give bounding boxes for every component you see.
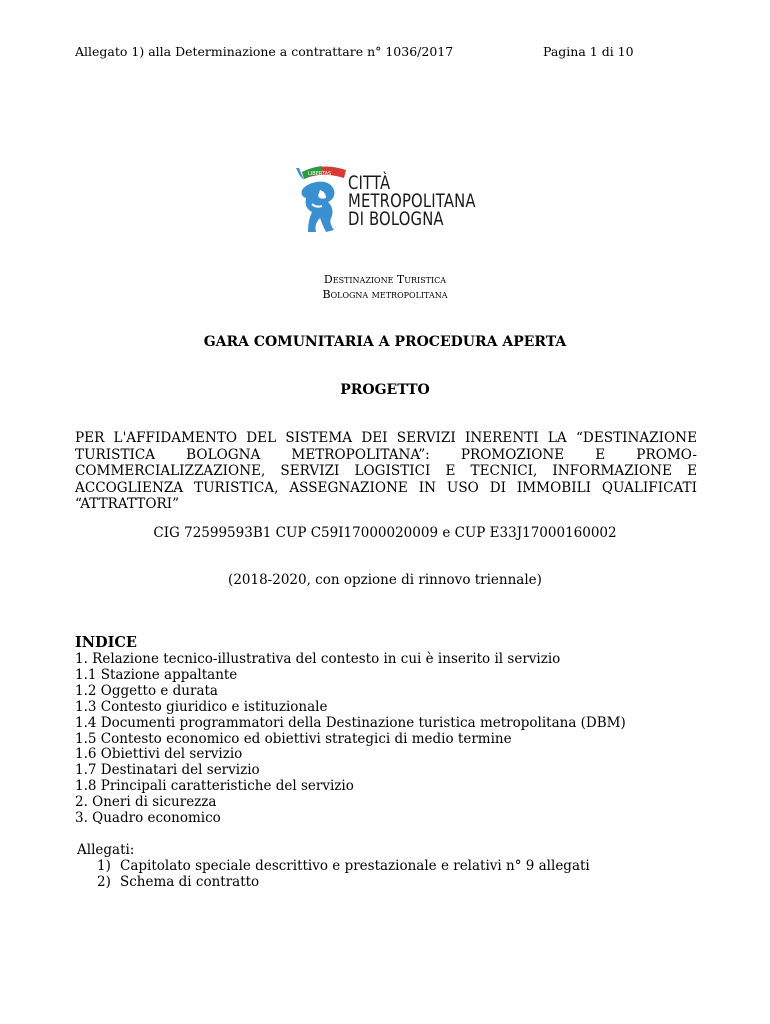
attachments-list bbox=[97, 858, 590, 890]
index-item: 1.1 Stazione appaltante bbox=[75, 666, 238, 683]
attachment-number: 2) bbox=[97, 874, 111, 890]
index-item: 2. Oneri di sicurezza bbox=[75, 794, 217, 811]
logo-line-3: DI BOLOGNA bbox=[348, 208, 444, 230]
subject-line: COMMERCIALIZZAZIONE, SERVIZI LOGISTICI E TECNICI, INFORMAZIONE E bbox=[75, 463, 697, 479]
subject-paragraph bbox=[75, 430, 697, 513]
subject-line: “ATTRATTORI” bbox=[75, 496, 180, 512]
attachment-item bbox=[97, 858, 590, 874]
attachment-item bbox=[97, 874, 590, 890]
citta-metropolitana-logo bbox=[290, 160, 480, 240]
attachment-text: Capitolato speciale descrittivo e prestazionale e relativi n° 9 allegati bbox=[120, 858, 590, 874]
cig-cup-codes: CIG 72599593B1 CUP C59I17000020009 e CUP E33J17000160002 bbox=[153, 525, 617, 541]
gara-title: GARA COMUNITARIA A PROCEDURA APERTA bbox=[203, 334, 567, 350]
index-item: 3. Quadro economico bbox=[75, 810, 221, 827]
subject-line: PER L'AFFIDAMENTO DEL SISTEMA DEI SERVIZI INERENTI LA “DESTINAZIONE bbox=[75, 430, 697, 446]
index-item: 1.8 Principali caratteristiche del servizio bbox=[75, 778, 354, 795]
logo-wordmark bbox=[348, 174, 476, 228]
subject-line: TURISTICA BOLOGNA METROPOLITANA”: PROMOZIONE E PROMO- bbox=[75, 446, 697, 463]
header-reference: Allegato 1) alla Determinazione a contrattare n° 1036/2017 bbox=[75, 44, 454, 59]
attachments-title: Allegati: bbox=[77, 842, 135, 858]
index-item: 1.6 Obiettivi del servizio bbox=[75, 746, 243, 763]
attachment-number: 1) bbox=[97, 858, 111, 874]
index-item: 1. Relazione tecnico-illustrativa del contesto in cui è inserito il servizio bbox=[75, 651, 561, 667]
logo-band-text: LIBERTAS bbox=[308, 171, 332, 177]
index-item: 1.3 Contesto giuridico e istituzionale bbox=[75, 698, 328, 715]
index-item: 1.5 Contesto economico ed obiettivi strategici di medio termine bbox=[75, 730, 512, 747]
index-item: 1.4 Documenti programmatori della Destinazione turistica metropolitana (DBM) bbox=[75, 714, 626, 731]
contract-period: (2018-2020, con opzione di rinnovo triennale) bbox=[228, 572, 542, 588]
attachment-text: Schema di contratto bbox=[120, 874, 260, 890]
header-page-number: Pagina 1 di 10 bbox=[543, 44, 634, 59]
progetto-title: PROGETTO bbox=[340, 382, 430, 398]
destination-line-2: Bologna metropolitana bbox=[322, 288, 448, 301]
destination-heading bbox=[0, 272, 770, 302]
index-item: 1.2 Oggetto e durata bbox=[75, 682, 218, 699]
subject-line: ACCOGLIENZA TURISTICA, ASSEGNAZIONE IN USO DI IMMOBILI QUALIFICATI bbox=[75, 479, 697, 496]
lion-emblem-icon bbox=[290, 160, 350, 240]
logo-line-2: METROPOLITANA bbox=[348, 190, 476, 212]
index-item: 1.7 Destinatari del servizio bbox=[75, 762, 260, 779]
index-list bbox=[75, 652, 626, 827]
index-title: INDICE bbox=[75, 634, 137, 651]
destination-line-1: Destinazione Turistica bbox=[323, 273, 447, 286]
logo-line-1: CITTÀ bbox=[348, 172, 391, 194]
